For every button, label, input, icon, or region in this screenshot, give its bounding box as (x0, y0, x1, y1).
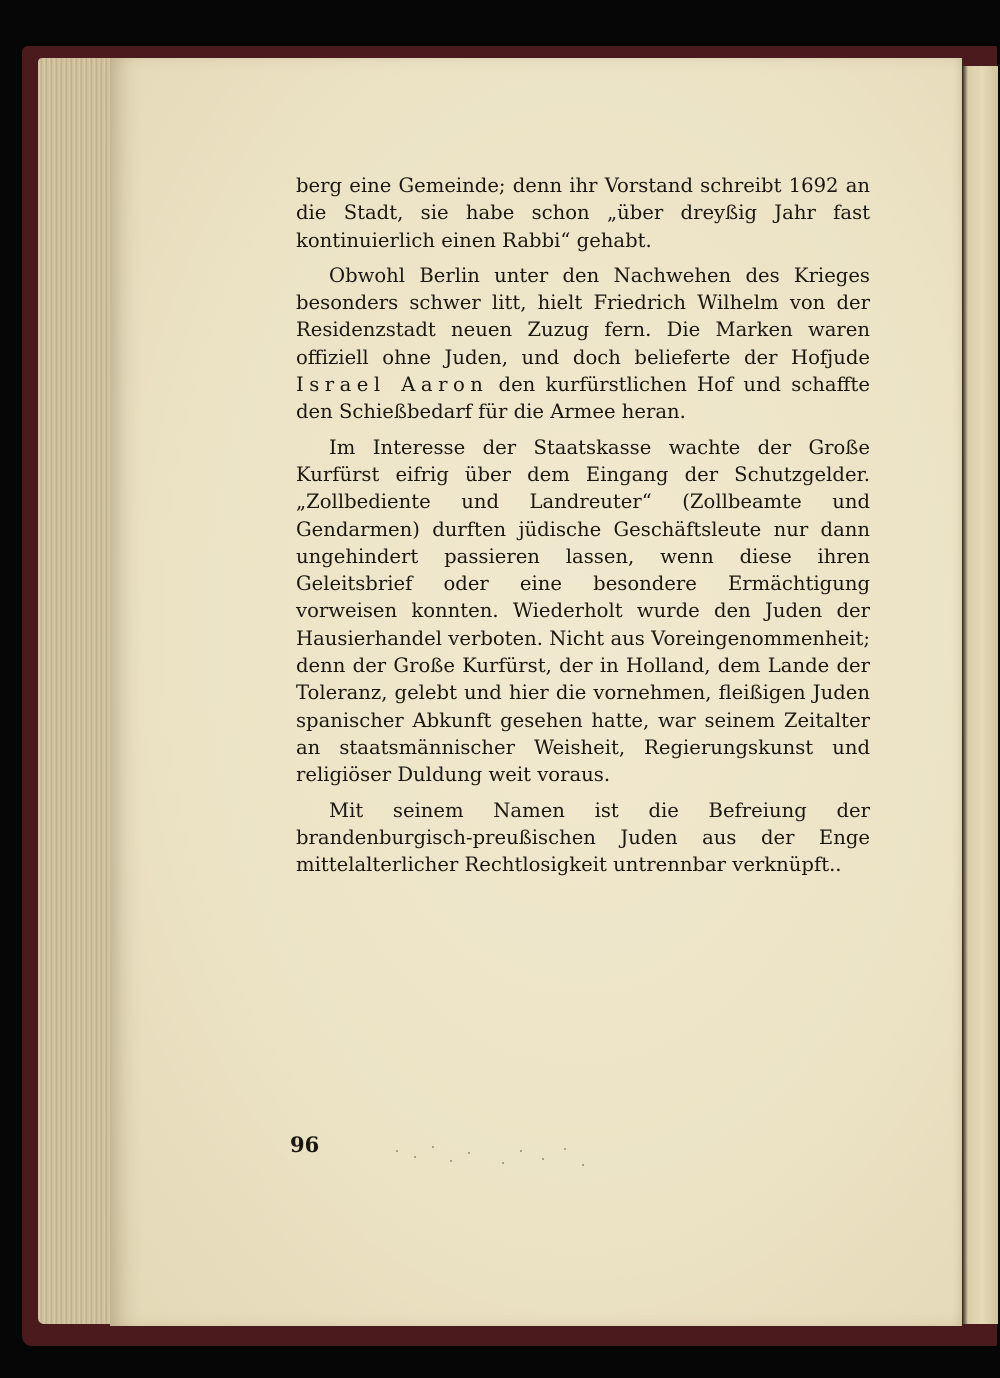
text-segment: berg eine Gemeinde; denn ihr Vorstand schreibt 1692 an die Stadt, sie habe schon „über dreyßig Jahr fast kontinuierlich einen Rabbi“ gehabt. (296, 174, 870, 252)
body-text (296, 172, 870, 886)
text-segment: Mit seinem Namen ist die Befreiung der brandenburgisch-preußischen Juden aus der Enge mittelalterlicher Rechtlosigkeit untrennbar verknüpft.. (296, 798, 870, 877)
print-specks (392, 1142, 592, 1172)
paragraph (296, 434, 870, 789)
text-segment: Im Interesse der Staatskasse wachte der Große Kurfürst eifrig über dem Eingang der Schutzgelder. „Zollbediente und Landreuter“ (Zollbeamte und Gendarmen) durften jüdische Geschäftsleute nur dann ungehindert passieren lassen, wenn diese ihren Geleitsbrief oder eine besondere Ermächtigung vorweisen konnten. Wiederholt wurde den Juden der Hausierhandel verboten. Nicht aus Voreingenommenheit; denn der Große Kurfürst, der in Holland, dem Lande der Toleranz, gelebt und hier die vornehmen, fleißigen Juden spanischer Abkunft gesehen hatte, war seinem Zeitalter an staatsmännischer Weisheit, Regierungskunst und religiöser Duldung weit voraus. (296, 435, 870, 787)
text-segment: den kurfürstlichen Hof und schaffte den Schießbedarf für die Armee heran. (296, 373, 870, 424)
paragraph (296, 262, 870, 426)
page-number: 96 (290, 1132, 320, 1157)
paragraph (296, 797, 870, 879)
page-edges (38, 58, 116, 1324)
next-page-edge (962, 66, 998, 1324)
paragraph (296, 172, 870, 254)
text-segment: Obwohl Berlin unter den Nachwehen des Krieges besonders schwer litt, hielt Friedrich Wilhelm von der Residenzstadt neuen Zuzug fern. Die Marken waren offiziell ohne Juden, und doch belieferte der Hofjude (296, 263, 870, 369)
spaced-name: Israel Aaron (296, 373, 489, 397)
